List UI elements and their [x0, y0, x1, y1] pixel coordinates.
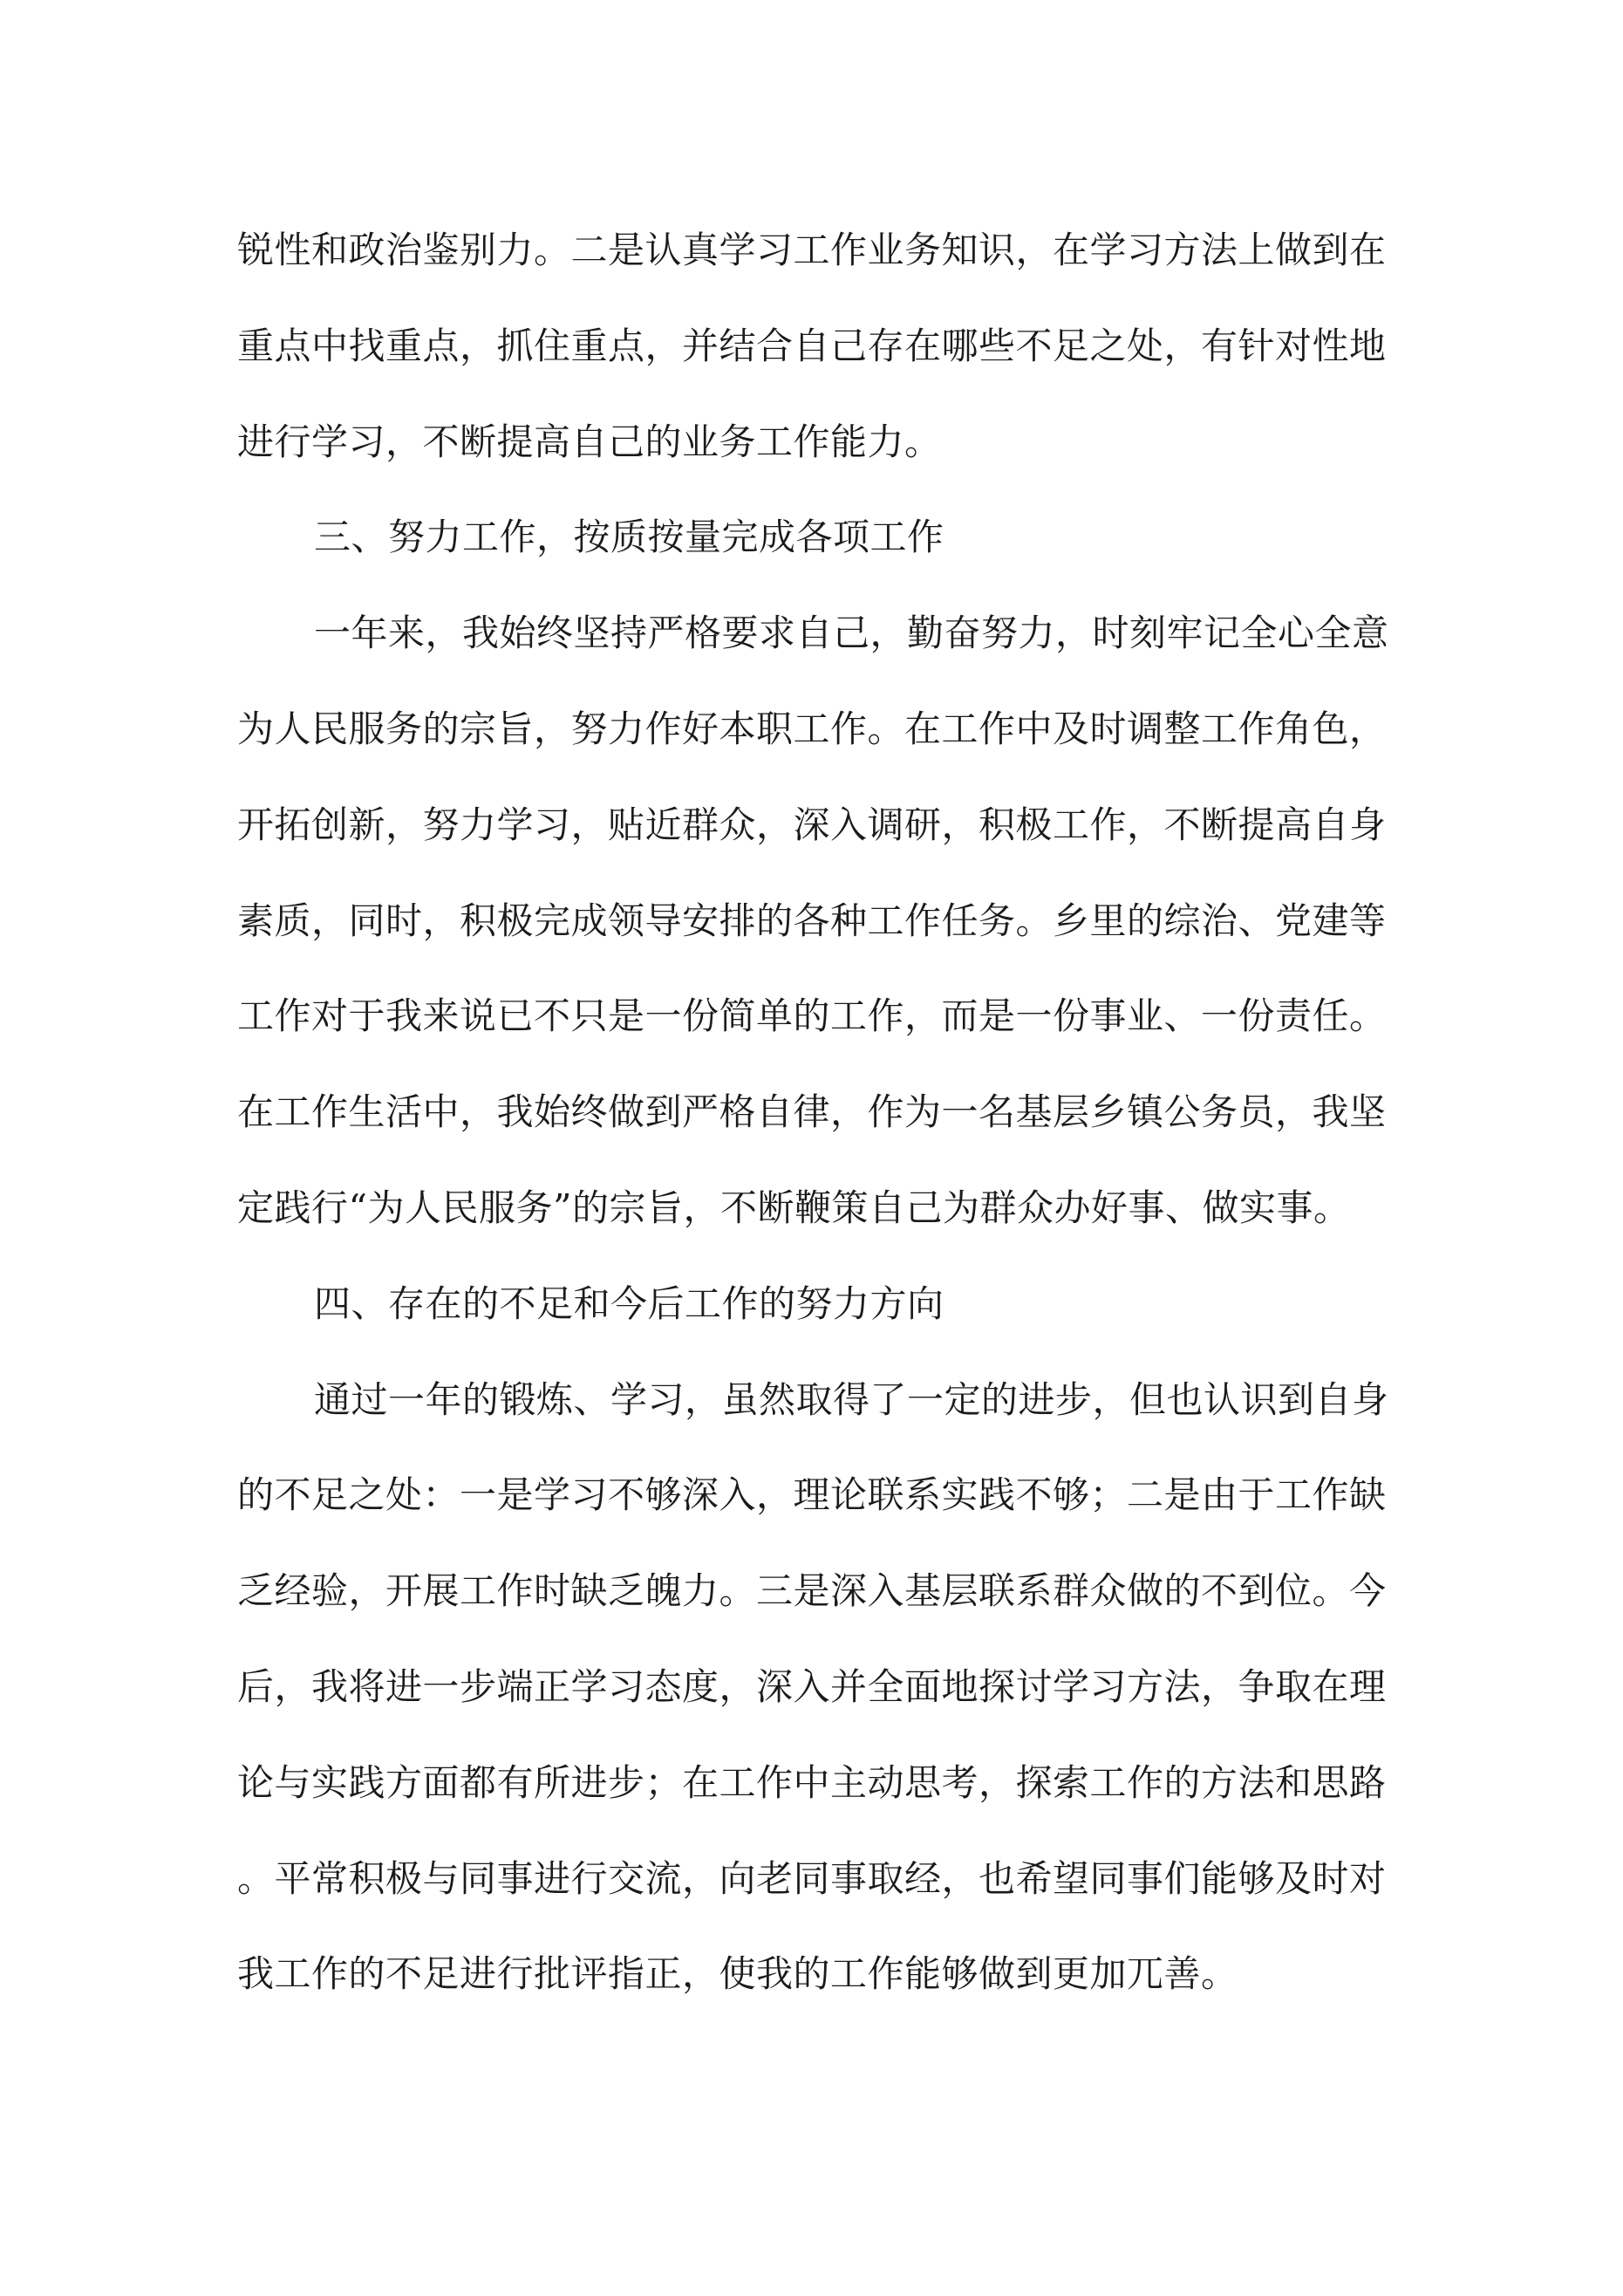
text-line: 重点中找重点，抓住重点，并结合自己存在哪些不足之处，有针对性地	[237, 324, 1387, 367]
text-line: 进行学习，不断提高自己的业务工作能力。	[237, 420, 942, 463]
text-line: 后，我将进一步端正学习态度，深入并全面地探讨学习方法，争取在理	[237, 1664, 1387, 1708]
text-line: 的不足之处：一是学习不够深入，理论联系实践不够；二是由于工作缺	[237, 1473, 1387, 1517]
text-line: 素质，同时，积极完成领导安排的各种工作任务。乡里的综治、党建等	[237, 899, 1387, 942]
text-line: 在工作生活中，我始终做到严格自律，作为一名基层乡镇公务员，我坚	[237, 1090, 1387, 1134]
text-line: 工作对于我来说已不只是一份简单的工作，而是一份事业、一份责任。	[237, 994, 1387, 1038]
section-heading: 四、存在的不足和今后工作的努力方向	[314, 1281, 944, 1325]
document-body	[237, 202, 1408, 2022]
text-line: 我工作的不足进行批评指正，使我的工作能够做到更加兀善。	[237, 1952, 1238, 1996]
text-line: 锐性和政治鉴别力。二是认真学习工作业务知识，在学习方法上做到在	[237, 229, 1387, 271]
text-line: 乏经验，开展工作时缺乏魄力。三是深入基层联系群众做的不到位。今	[237, 1569, 1387, 1613]
text-line: 。平常积极与同事进行交流，向老同事取经，也希望同事们能够及时对	[237, 1856, 1387, 1900]
text-line: 通过一年的锻炼、学习，虽然取得了一定的进步，但也认识到自身	[314, 1377, 1389, 1421]
text-line: 开拓创新，努力学习，贴近群众，深入调研，积极工作，不断提高自身	[237, 803, 1387, 846]
text-line: 定践行“为人民服务”的宗旨，不断鞭策自己为群众办好事、做实事。	[237, 1186, 1351, 1229]
text-line: 一年来，我始终坚持严格要求自己，勤奋努力，时刻牢记全心全意	[314, 612, 1389, 655]
text-line: 为人民服务的宗旨，努力作好本职工作。在工作中及时调整工作角色，	[237, 707, 1387, 750]
section-heading: 三、努力工作，按质按量完成各项工作	[314, 516, 944, 559]
text-line: 论与实践方面都有所进步；在工作中主动思考，探索工作的方法和思路	[237, 1760, 1387, 1804]
